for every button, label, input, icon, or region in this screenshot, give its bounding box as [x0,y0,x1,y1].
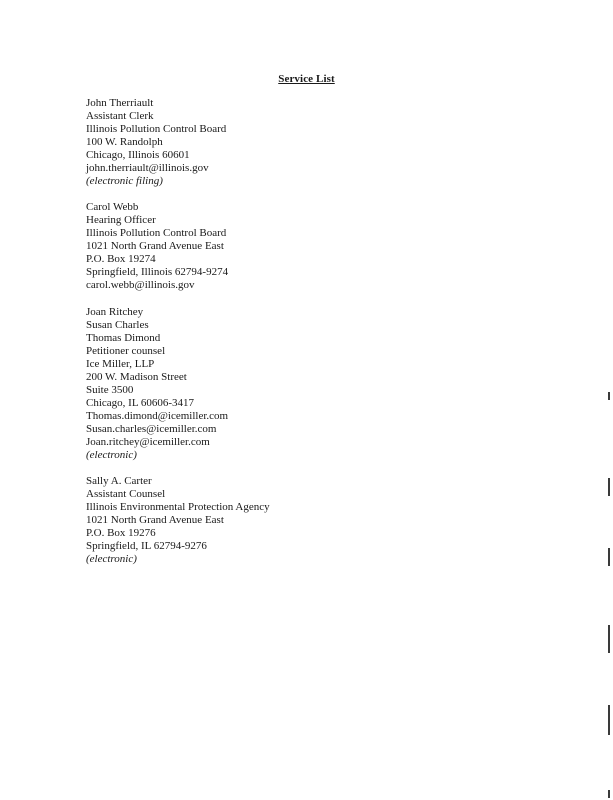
entry-line: Springfield, IL 62794-9276 [86,539,207,552]
entry-line: Assistant Counsel [86,487,166,500]
entry-line: Susan Charles [86,318,149,331]
entry-line: Susan.charles@icemiller.com [86,422,217,435]
entry-line: Joan.ritchey@icemiller.com [86,435,210,448]
entry-line: (electronic filing) [86,175,163,187]
entry-line: P.O. Box 19276 [86,526,156,539]
scan-edge-mark [608,625,610,653]
entry-line: Petitioner counsel [86,344,166,357]
entry-line: 200 W. Madison Street [86,370,187,383]
entry-line: Ice Miller, LLP [86,357,155,370]
scan-edge-mark [608,478,610,496]
scan-edge-mark [608,705,610,735]
service-entry [86,97,566,188]
entry-line: john.therriault@illinois.gov [86,162,209,174]
service-entry [86,201,566,292]
entry-line: Chicago, IL 60606-3417 [86,396,195,409]
entry-line: Springfield, Illinois 62794-9274 [86,266,229,279]
entry-line: P.O. Box 19274 [86,253,156,266]
entry-line: Illinois Pollution Control Board [86,123,227,135]
entry-line: 1021 North Grand Avenue East [86,513,224,526]
entry-line: Illinois Pollution Control Board [86,227,227,240]
entry-line: Thomas Dimond [86,331,161,344]
entry-line: John Therriault [86,97,154,109]
entry-line: Assistant Clerk [86,110,154,122]
entry-line: Chicago, Illinois 60601 [86,149,190,161]
entry-line: (electronic) [86,552,137,565]
scan-edge-mark [608,790,610,798]
page-title: Service List [278,73,335,85]
entry-line: Thomas.dimond@icemiller.com [86,409,229,422]
entry-line: Suite 3500 [86,383,134,396]
entry-line: (electronic) [86,448,137,461]
entry-line: Sally A. Carter [86,474,152,487]
entry-line: Joan Ritchey [86,305,144,318]
scan-edge-mark [608,548,610,566]
entry-line: Illinois Environmental Protection Agency [86,500,270,513]
entry-line: carol.webb@illinois.gov [86,279,195,292]
service-list [86,97,566,579]
entry-line: 1021 North Grand Avenue East [86,240,224,253]
entry-line: Carol Webb [86,201,139,214]
service-entry [86,306,566,462]
entry-line: 100 W. Randolph [86,136,163,148]
entry-line: Hearing Officer [86,214,156,227]
service-entry [86,475,566,566]
scan-edge-mark [608,392,610,400]
